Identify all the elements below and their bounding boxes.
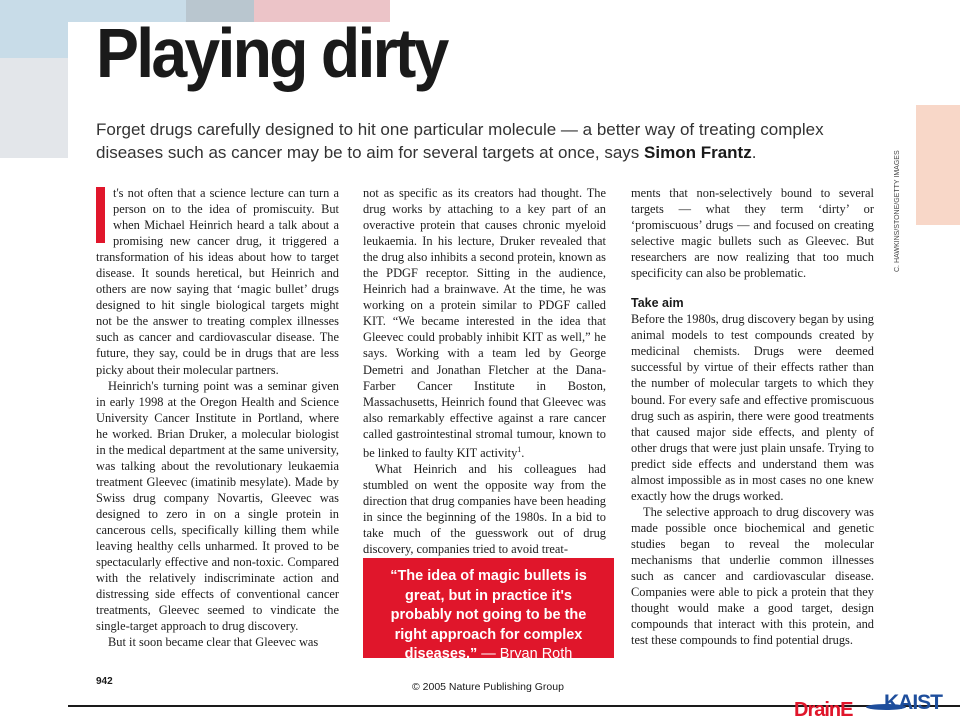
paragraph-end: . [521,445,525,460]
paragraph: Before the 1980s, drug discovery began by using animal models to test compounds created by medicinal chemists. Drugs were deemed successful by virtue of their effects rather than the number of molecular targets to which they bound. For every safe and effective promiscuous drug such as aspirin, there were good treatments that caused major side effects, and plenty of other drugs that were just plain unsafe. Trying to predict side effects and understand them was almost impossible as in most cases no one knew exactly how the drugs worked. [631,312,874,503]
standfirst-author: Simon Frantz [644,143,752,162]
pull-quote-text: “The idea of magic bullets is great, but in practice it's probably not going to be the right approach for complex diseases.” [390,568,587,662]
footer-logos [676,690,960,720]
body-column-1 [96,185,339,650]
standfirst-text: Forget drugs carefully designed to hit one particular molecule — a better way of treating complex diseases such as cancer may be to aim for several targets at once, says [96,120,824,162]
pull-quote [363,558,614,662]
paragraph: The selective approach to drug discovery was made possible once biochemical and genetic studies began to reveal the molecular mechanisms that underlie common illnesses such as cancer and cardiovascular disease. Companies were able to pick a protein that they thought would make a good target, design compounds that interact with this protein, and test these compounds to find potential drugs. [631,504,874,648]
draine-logo: DrainE [794,699,853,720]
kaist-logo: KAIST [884,691,942,714]
paragraph: ments that non-selectively bound to several targets — what they term ‘dirty’ or ‘promiscuous’ drugs — and focused on creating selective magic bullets such as Gleevec. But researchers are now realizing that too much specificity can also be problematic. [631,186,874,281]
standfirst-end: . [751,143,757,162]
paragraph [363,185,606,461]
body-column-3 [631,185,874,648]
drop-cap-bar [96,187,105,243]
reference-superscript: 1 [517,444,522,454]
photo-credit: C. HAWKINS/STONE/GETTY IMAGES [894,150,901,272]
paragraph: What Heinrich and his colleagues had stumbled on went the opposite way from the direction that drug companies have been heading in since the beginning of the 1980s. In a bid to take much of the guesswork out of drug discovery, companies tried to avoid treat- [363,461,606,557]
paragraph: But it soon became clear that Gleevec was [108,635,319,650]
article-title: Playing dirty [96,14,447,92]
section-heading: Take aim [631,296,684,311]
paragraph: Heinrich's turning point was a seminar given in early 1998 at the Oregon Health and Science University Cancer Institute in Portland, where he worked. Brian Druker, a molecular biologist in the medical department at the same university, was talking about the revolutionary leukaemia treatment Gleevec (imatinib mesylate). Made by Swiss drug company Novartis, Gleevec was designed to zero in on a single protein in cancerous cells, specifically killing them while leaving healthy cells unharmed. It proved to be spectacularly effective and non-toxic. Compared with the relatively indiscriminate action and distressing side effects of conventional cancer treatments, Gleevec seemed to vindicate the single-target approach to drug discovery. [96,378,339,634]
copyright-notice: © 2005 Nature Publishing Group [412,681,564,693]
page-number: 942 [96,676,113,687]
paragraph-text: not as specific as its creators had thought. The drug works by attaching to a key part of an overactive protein that causes chronic myeloid leukaemia. In his lecture, Druker revealed that the drug also inhibits a second protein, known as the PDGF receptor. Sitting in the audience, Heinrich had a brainwave. At the time, he was working on a protein similar to PDGF called KIT. “We became interested in the idea that Gleevec could probably inhibit KIT as well,” he says. Working with a team led by George Demetri and Jonathan Fletcher at the Dana-Farber Cancer Institute in Boston, Massachusetts, Heinrich found that Gleevec was also remarkably effective against a rare cancer called gastrointestinal stromal tumour, known to be linked to faulty KIT activity [363,186,606,460]
standfirst [96,118,886,164]
decor-block-blue-lower [0,22,68,58]
body-column-2 [363,185,606,557]
decor-block-peach [916,105,960,225]
paragraph: t's not often that a science lecture can turn a person on to the idea of promiscuity. But when Michael Heinrich heard a talk about a promising new cancer drug, it triggered a transformation of his ideas about how to target disease. It sounds heretical, but Heinrich and others are now saying that ‘magic bullet’ drugs designed to hit single biological targets might not be the answer to treating complex illnesses such as cancer and cardiovascular disease. The future, they say, could be in drugs that are less picky about their molecular partners. [96,186,339,377]
decor-block-light-grey [0,58,68,158]
pull-quote-author: — Bryan Roth [477,646,573,662]
